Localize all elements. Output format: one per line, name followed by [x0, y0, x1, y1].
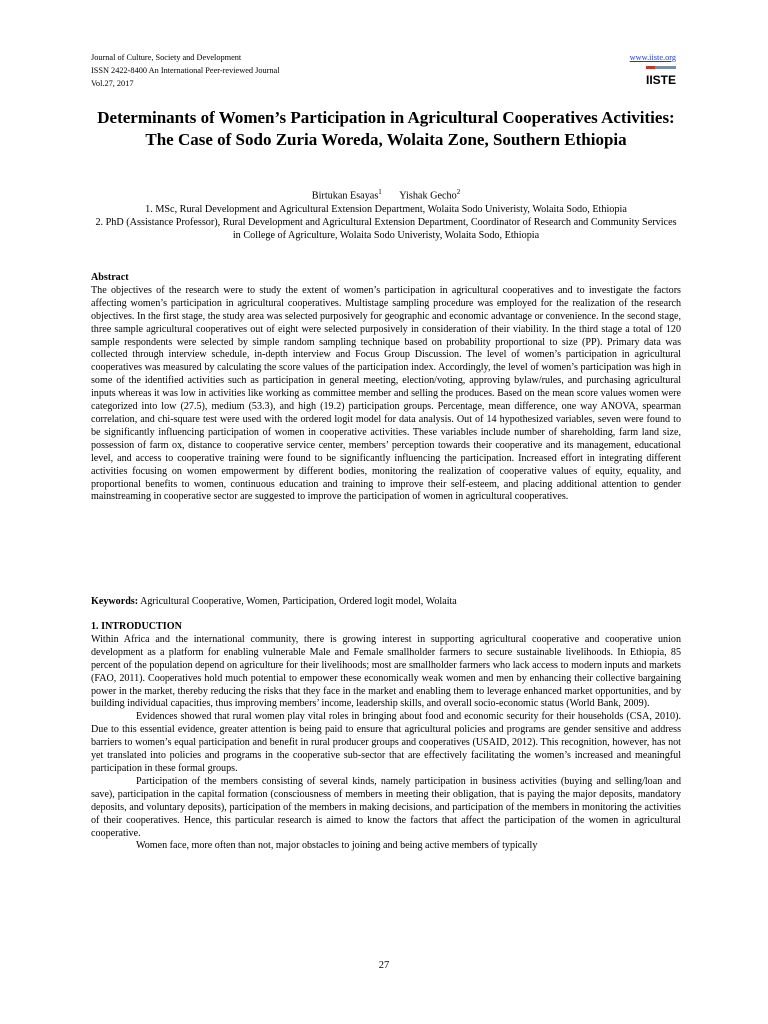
- abstract-heading: Abstract: [91, 272, 129, 283]
- affiliation-2: 2. PhD (Assistance Professor), Rural Development and Agricultural Extension Department, Coordinator of Research and Community Services in College of Agriculture, Wolaita Sodo Univeristy, Wolaita Sodo, Ethiopia: [95, 216, 677, 241]
- intro-paragraph-1: Within Africa and the international community, there is growing interest in supporting agricultural cooperative and cooperative union development as a platform for enabling vulnerable Male and Female smallholder farmers to secure sustainable livelihoods. In Ethiopia, 85 percent of the population depend on agriculture for their livelihoods; most are smallholder farmers who lack access to modern inputs and markets (FAO, 2011). Cooperatives hold much potential to empower these economically weak women and men by enhancing their collective bargaining power in the market, thereby reducing the risks that they face in the market and enabling them to leverage enhanced market opportunities, and by building individual capacities, thus improving members’ income, leadership skills, and overall socio-economic status (World Bank, 2009).: [91, 633, 681, 710]
- intro-paragraph-4: Women face, more often than not, major obstacles to joining and being active members of typically: [136, 840, 538, 852]
- author-1: Birtukan Esayas: [311, 190, 379, 202]
- intro-paragraph-2: Evidences showed that rural women play vital roles in bringing about food and economic security for their households (CSA, 2010). Due to this essential evidence, greater attention is being paid to ensure that agricultural policies and programs are gender sensitive and address barriers to women’s equal participation and benefit in rural producer groups and cooperatives (USAID, 2012). This recognition, however, has not yet translated into policies and programs in the cooperative sub-sector that are effectively facilitating the women’s increased and meaningful participation in these formal groups.: [91, 711, 681, 774]
- affiliation-1: 1. MSc, Rural Development and Agricultural Extension Department, Wolaita Sodo Univeristy, Wolaita Sodo, Ethiopia: [145, 203, 627, 215]
- author-names: [91, 186, 681, 203]
- author-1-affil-mark: 1: [378, 188, 382, 196]
- journal-issn: ISSN 2422-8400 An International Peer-reviewed Journal: [91, 66, 280, 75]
- keywords-line: [91, 595, 681, 608]
- journal-volume: Vol.27, 2017: [91, 79, 134, 88]
- author-block: [91, 186, 681, 242]
- journal-name: Journal of Culture, Society and Development: [91, 53, 242, 62]
- paper-title: Determinants of Women’s Participation in Agricultural Cooperatives Activities: The Case of Sodo Zuria Woreda, Wolaita Zone, Southern Ethiopia: [97, 108, 675, 149]
- abstract-section: [91, 272, 681, 504]
- introduction-heading: 1. INTRODUCTION: [91, 621, 182, 632]
- author-2: Yishak Gecho: [399, 190, 457, 202]
- iiste-logo: [646, 64, 676, 86]
- introduction-section: [91, 621, 681, 853]
- page-number: 27: [378, 960, 390, 971]
- logo-text: IISTE: [646, 73, 676, 86]
- abstract-text: The objectives of the research were to study the extent of women’s participation in agricultural cooperatives and to investigate the factors affecting women’s participation in agricultural cooperatives. Multistage sampling procedure was employed for the realization of the research objectives. In the first stage, the study area was selected purposively for geographic and economic advantage or convenience. In the second stage, three sample agricultural cooperatives out of eight were selected purposively in consideration of their viability. In the third stage a total of 120 sample respondents were selected by simple random sampling technique based on probability proportional to size (PP). Primary data was collected through interview schedule, in-depth interview and Focus Group Discussion. The level of women’s participation in agricultural cooperatives was measured by calculating the score values of the participation index. Accordingly, the level of women’s participation was high in some of the identified activities such as participation in general meeting, election/voting, approving bylaw/rules, and purchasing agricultural inputs whereas it was low in activities like working as committee member and selling the produces. Based on the mean score values women were categorized into low (27.5), medium (53.3), and high (19.2) participation groups. Percentage, mean difference, one way ANOVA, spearman correlation, and chi-square test were used with the ordered logit model for data analysis. Out of 14 hypothesized variables, seven were found to be significantly influencing participation of women in cooperative activities. These variables include number of shareholding, farm land size, possession of farm ox, distance to cooperative service center, members’ perception towards their cooperative and its management, educational level, and access to cooperative training were found to be significantly influencing the participation. Increased effort in integrating different activities focusing on women empowerment by different bodies, monitoring the realization of cooperative values of equity, equality, and proportional benefits to women, continuous education and training to improve their self-esteem, and placing additional attention to gender mainstreaming in cooperative sector are suggested to improve the participation of women in agricultural cooperatives.: [91, 284, 681, 503]
- journal-url-link[interactable]: www.iiste.org: [629, 53, 676, 62]
- author-2-affil-mark: 2: [456, 188, 461, 196]
- journal-header: [91, 51, 678, 95]
- keywords-text: Agricultural Cooperative, Women, Participation, Ordered logit model, Wolaita: [138, 596, 457, 607]
- keywords-label: Keywords:: [91, 596, 139, 607]
- intro-paragraph-3: Participation of the members consisting of several kinds, namely participation in business activities (buying and selling/loan and save), participation in the capital formation (consciousness of members in meeting their obligation, that is paying the major deposits, mandatory deposits, and voluntary deposits), participation of the members in making decisions, and participation of the members in monitoring the activities of their cooperatives. Hence, this particular research is aimed to know the factors that affect the participation of the women in agricultural cooperative.: [91, 775, 681, 839]
